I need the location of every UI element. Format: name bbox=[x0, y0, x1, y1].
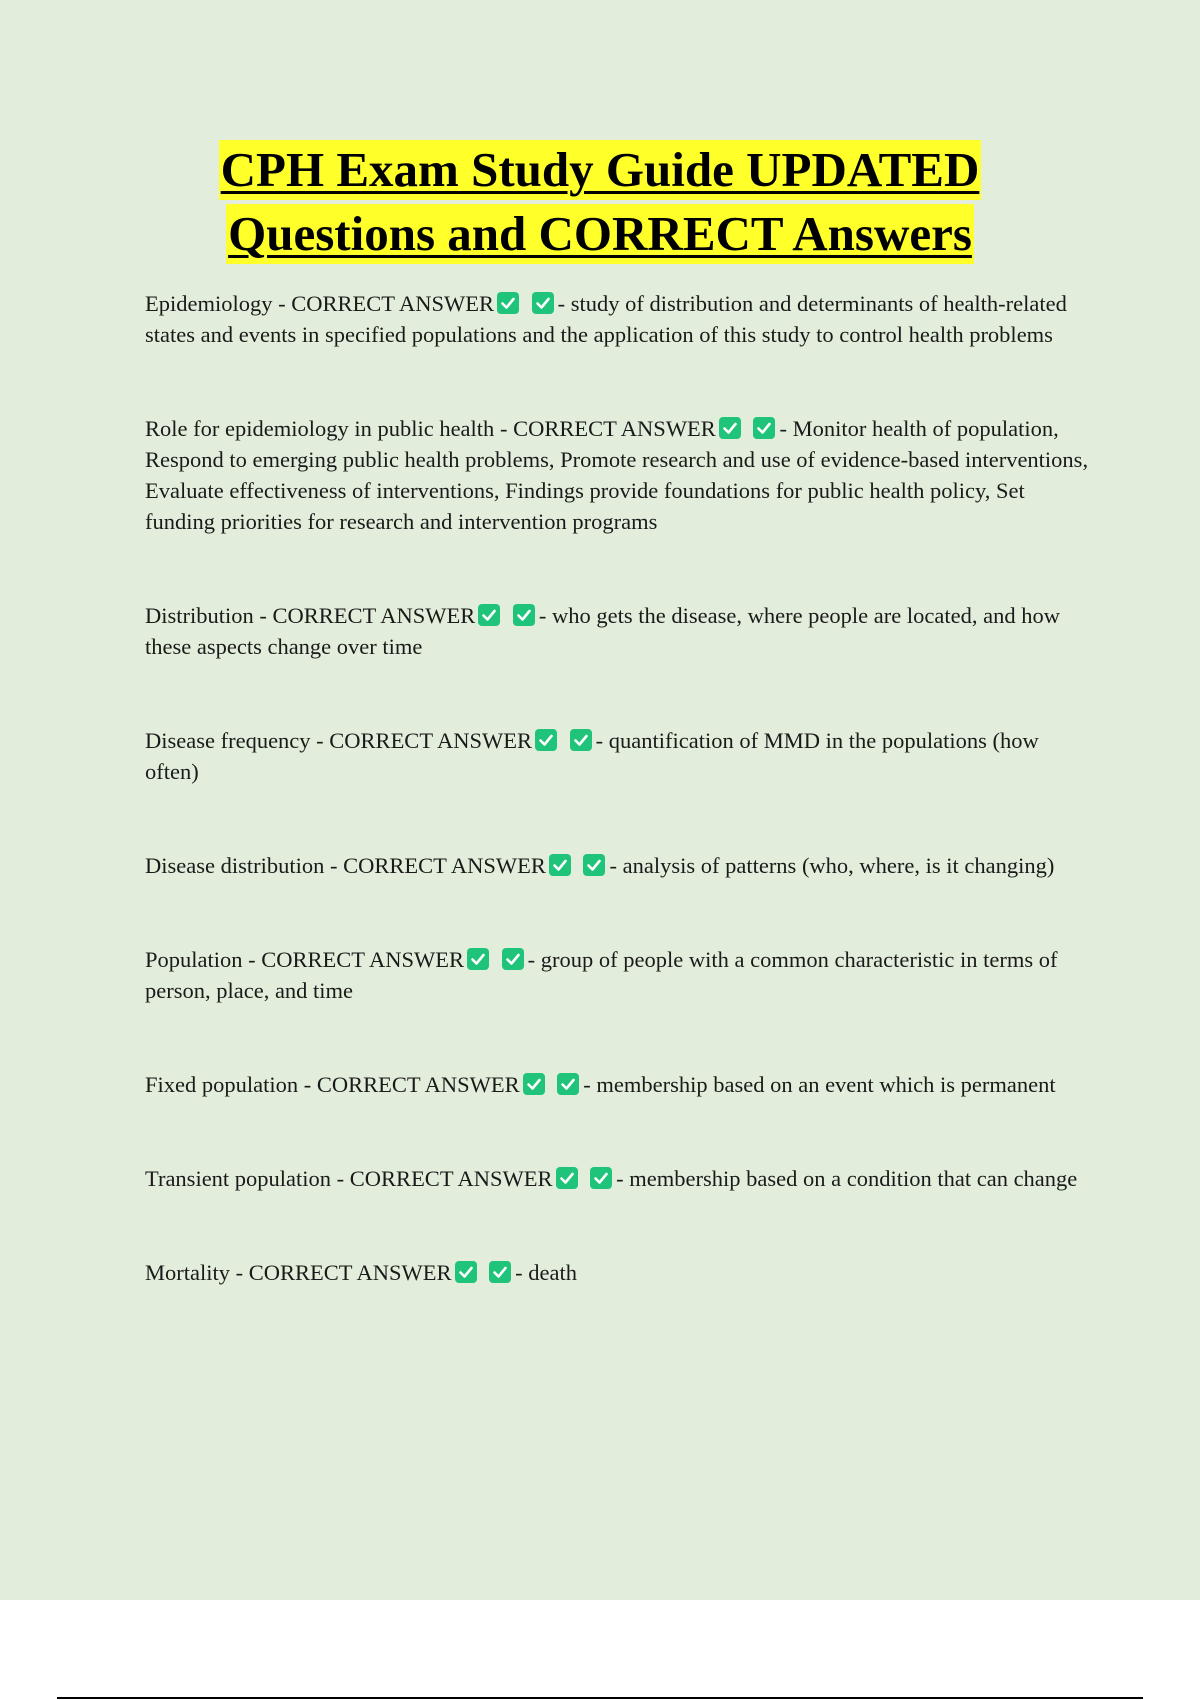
list-item: Epidemiology - CORRECT ANSWER - study of distribution and determinants of health-related states and events in specified populations and the application of this study to control health problems bbox=[145, 291, 1067, 347]
check-mark-icon bbox=[557, 1073, 579, 1095]
entry-definition: membership based on a condition that can change bbox=[629, 1166, 1078, 1191]
check-mark-icon bbox=[489, 1261, 511, 1283]
entry-list bbox=[145, 288, 1090, 1351]
entry-term: Disease distribution bbox=[145, 853, 325, 878]
entry-marker: CORRECT ANSWER bbox=[291, 291, 494, 316]
check-mark-icon bbox=[497, 292, 519, 314]
entry-marker: CORRECT ANSWER bbox=[329, 728, 533, 753]
list-item: Mortality - CORRECT ANSWER - death bbox=[145, 1260, 577, 1285]
entry-term: Mortality bbox=[145, 1260, 230, 1285]
check-mark-icon bbox=[583, 854, 605, 876]
entry-term: Population bbox=[145, 947, 243, 972]
list-item: Transient population - CORRECT ANSWER - membership based on a condition that can change bbox=[145, 1166, 1078, 1191]
entry-definition: analysis of patterns (who, where, is it changing) bbox=[622, 853, 1055, 878]
check-mark-icon bbox=[753, 417, 775, 439]
entry-marker: CORRECT ANSWER bbox=[343, 853, 546, 878]
entry-definition: death bbox=[528, 1260, 577, 1285]
check-mark-icon bbox=[590, 1167, 612, 1189]
entry-marker: CORRECT ANSWER bbox=[349, 1166, 553, 1191]
entry-marker: CORRECT ANSWER bbox=[272, 603, 476, 628]
title-line-1: CPH Exam Study Guide UPDATED bbox=[219, 140, 982, 200]
entry-definition: study of distribution and determinants of health-related states and events in specified populations and the application of this study to control health problems bbox=[145, 291, 1067, 347]
check-mark-icon bbox=[556, 1167, 578, 1189]
entry-marker: CORRECT ANSWER bbox=[248, 1260, 452, 1285]
entry-definition: membership based on an event which is permanent bbox=[596, 1072, 1056, 1097]
document-title bbox=[0, 140, 1200, 268]
entry-definition: quantification of MMD in the populations (how often) bbox=[145, 728, 1039, 784]
entry-term: Disease frequency bbox=[145, 728, 311, 753]
check-mark-icon bbox=[513, 604, 535, 626]
check-mark-icon bbox=[532, 292, 554, 314]
footer-divider bbox=[57, 1697, 1143, 1699]
check-mark-icon bbox=[535, 729, 557, 751]
check-mark-icon bbox=[467, 948, 489, 970]
list-item: Population - CORRECT ANSWER - group of people with a common characteristic in terms of person, place, and time bbox=[145, 947, 1058, 1003]
check-mark-icon bbox=[478, 604, 500, 626]
entry-definition: Monitor health of population, Respond to emerging public health problems, Promote research and use of evidence-based interventions, Evaluate effectiveness of interventions, Findings provide foundations for public health policy, Set funding priorities for research and intervention programs bbox=[145, 416, 1089, 534]
list-item: Role for epidemiology in public health - CORRECT ANSWER - Monitor health of population, Respond to emerging public health problems, Promote research and use of evidence-based interventions, Evaluate effectiveness of interventions, Findings provide foundations for public health policy, Set funding priorities for research and intervention programs bbox=[145, 416, 1089, 534]
entry-definition: group of people with a common characteristic in terms of person, place, and time bbox=[145, 947, 1058, 1003]
check-mark-icon bbox=[502, 948, 524, 970]
entry-term: Role for epidemiology in public health bbox=[145, 416, 495, 441]
title-line-2: Questions and CORRECT Answers bbox=[226, 204, 974, 264]
check-mark-icon bbox=[523, 1073, 545, 1095]
entry-marker: CORRECT ANSWER bbox=[513, 416, 716, 441]
check-mark-icon bbox=[719, 417, 741, 439]
entry-marker: CORRECT ANSWER bbox=[316, 1072, 520, 1097]
list-item: Disease distribution - CORRECT ANSWER - analysis of patterns (who, where, is it changing) bbox=[145, 853, 1055, 878]
entry-term: Distribution bbox=[145, 603, 254, 628]
list-item: Distribution - CORRECT ANSWER - who gets the disease, where people are located, and how these aspects change over time bbox=[145, 603, 1060, 659]
entry-definition: who gets the disease, where people are located, and how these aspects change over time bbox=[145, 603, 1060, 659]
entry-term: Transient population bbox=[145, 1166, 332, 1191]
entry-term: Epidemiology bbox=[145, 291, 273, 316]
check-mark-icon bbox=[455, 1261, 477, 1283]
list-item: Fixed population - CORRECT ANSWER - membership based on an event which is permanent bbox=[145, 1072, 1056, 1097]
entry-marker: CORRECT ANSWER bbox=[261, 947, 465, 972]
list-item: Disease frequency - CORRECT ANSWER - quantification of MMD in the populations (how often) bbox=[145, 728, 1039, 784]
entry-term: Fixed population bbox=[145, 1072, 299, 1097]
check-mark-icon bbox=[549, 854, 571, 876]
check-mark-icon bbox=[570, 729, 592, 751]
